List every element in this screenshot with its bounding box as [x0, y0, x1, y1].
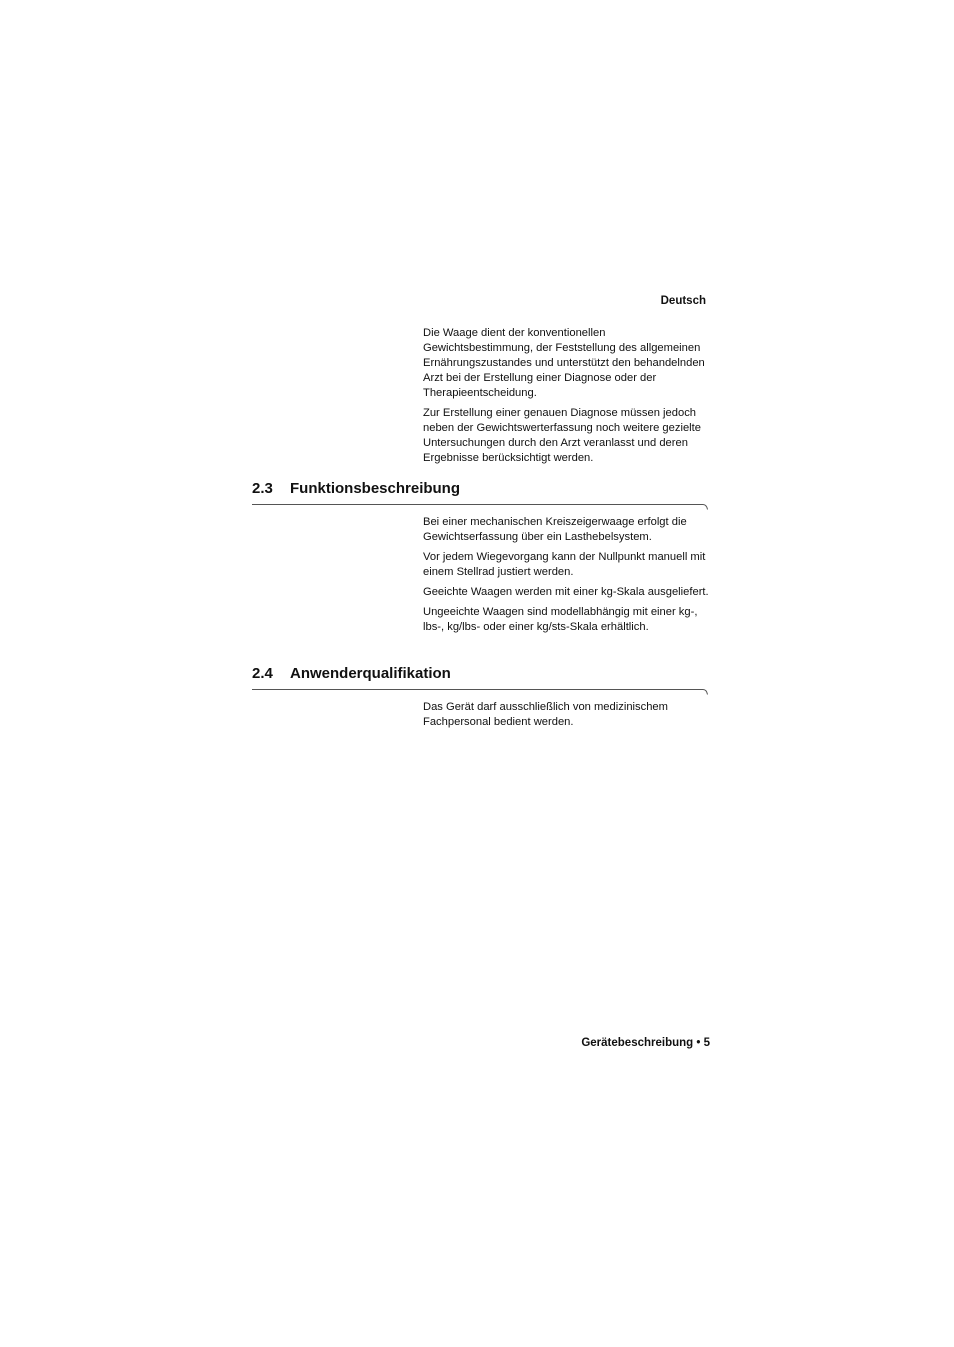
- paragraph: Zur Erstellung einer genauen Diagnose müssen jedoch neben der Gewichtswerterfassung noch weitere gezielte Untersuchungen durch den Arzt veranlasst und deren Ergebnisse berücksichtigt werden.: [423, 407, 701, 464]
- section-number: 2.4: [252, 665, 273, 682]
- paragraph: Die Waage dient der konventionellen Gewichtsbestimmung, der Feststellung des allgemeinen Ernährungszustandes und unterstützt den behandelnden Arzt bei der Erstellung einer Diagnose oder der Therapieentscheidung.: [423, 327, 705, 399]
- section-divider: [252, 503, 708, 511]
- section-heading-2-3: [252, 480, 460, 498]
- section-text-2-4: [423, 700, 713, 735]
- section-text-2-3: [423, 515, 713, 640]
- section-heading-2-4: [252, 665, 451, 683]
- section-title: Funktionsbeschreibung: [290, 480, 461, 497]
- paragraph: Bei einer mechanischen Kreiszeigerwaage erfolgt die Gewichtserfassung über ein Lasthebelsystem.: [423, 516, 687, 543]
- page-footer: Gerätebeschreibung • 5: [581, 1037, 710, 1049]
- section-number: 2.3: [252, 480, 273, 497]
- paragraph: Geeichte Waagen werden mit einer kg-Skala ausgeliefert.: [423, 586, 709, 598]
- section-divider: [252, 688, 708, 696]
- intro-text: [423, 326, 713, 471]
- section-title: Anwenderqualifikation: [290, 665, 451, 682]
- paragraph: Vor jedem Wiegevorgang kann der Nullpunkt manuell mit einem Stellrad justiert werden.: [423, 551, 706, 578]
- language-label: Deutsch: [660, 295, 706, 307]
- paragraph: Das Gerät darf ausschließlich von medizinischem Fachpersonal bedient werden.: [423, 701, 668, 728]
- paragraph: Ungeeichte Waagen sind modellabhängig mit einer kg-, lbs-, kg/lbs- oder einer kg/sts-Skala erhältlich.: [423, 606, 698, 633]
